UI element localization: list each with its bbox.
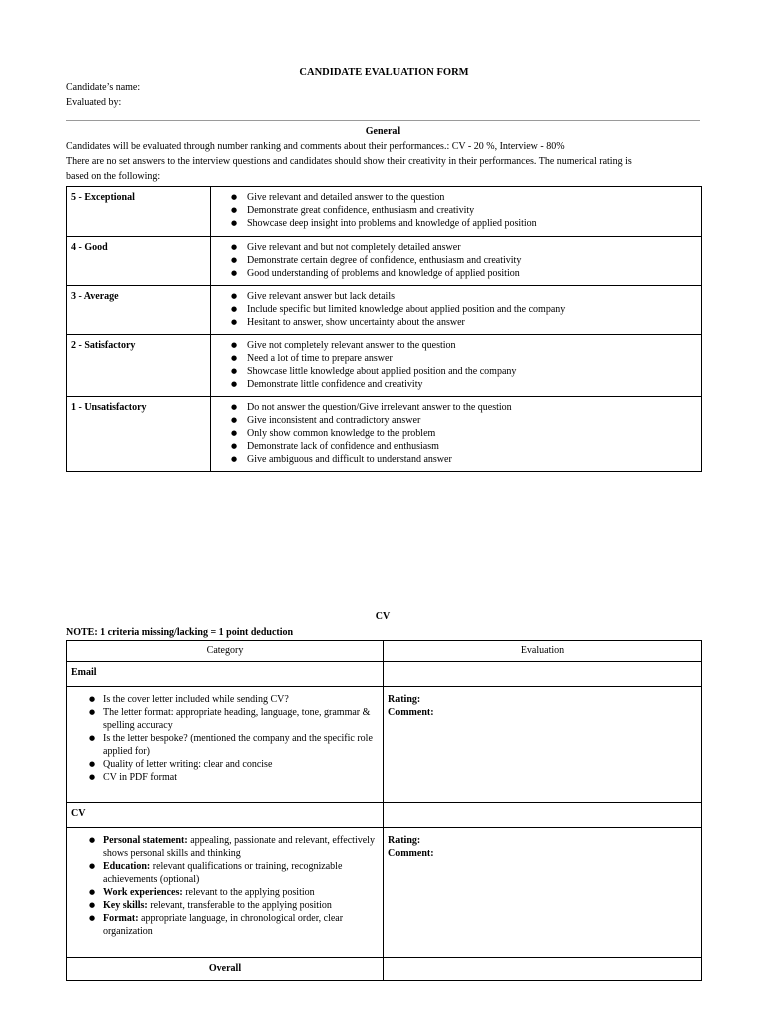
rating-label: 4 - Good	[67, 237, 211, 286]
rating-label: 5 - Exceptional	[67, 187, 211, 237]
rating-row	[67, 286, 702, 335]
list-item: ● Give relevant and but not completely detailed answer	[211, 241, 701, 254]
category-label-cv: CV	[67, 803, 384, 828]
comment-label: Comment:	[388, 707, 434, 718]
list-item: ● Only show common knowledge to the problem	[211, 427, 701, 440]
list-item: ● Demonstrate certain degree of confidence, enthusiasm and creativity	[211, 254, 701, 267]
table-header-row	[67, 641, 702, 662]
list-item	[67, 860, 379, 886]
criteria-row-email	[67, 687, 702, 803]
list-item: ● Demonstrate lack of confidence and enthusiasm	[211, 440, 701, 453]
email-evaluation-cell[interactable]	[384, 687, 702, 803]
criterion-name: Key skills:	[103, 900, 148, 911]
general-heading: General	[365, 126, 401, 137]
evaluated-by-label: Evaluated by:	[66, 97, 122, 108]
list-item: ● Showcase deep insight into problems and knowledge of applied position	[211, 217, 701, 230]
rating-label: Rating:	[388, 694, 421, 705]
list-item	[67, 899, 379, 912]
criterion-name: Education:	[103, 861, 151, 872]
form-title: CANDIDATE EVALUATION FORM	[299, 67, 469, 78]
list-item	[67, 886, 379, 899]
column-header-category: Category	[67, 641, 384, 662]
rating-criteria-list	[211, 191, 701, 230]
category-label-email: Email	[67, 662, 384, 687]
general-line-1: Candidates will be evaluated through number ranking and comments about their performances.: CV - 20 %, Interview - 80%	[66, 141, 565, 152]
list-item: ● Showcase little knowledge about applied position and the company	[211, 365, 701, 378]
rating-row	[67, 187, 702, 237]
rating-label: 2 - Satisfactory	[67, 335, 211, 397]
criterion-text: appropriate language, in chronological order, clear organization	[103, 913, 344, 937]
overall-row	[67, 958, 702, 981]
rating-label: Rating:	[388, 835, 421, 846]
list-item: ● Give relevant answer but lack details	[211, 290, 701, 303]
candidate-name-label: Candidate’s name:	[66, 82, 141, 93]
criterion-name: Format:	[103, 913, 139, 924]
criteria-row-cv	[67, 828, 702, 958]
cv-criteria-list	[67, 834, 379, 938]
list-item: ● Give not completely relevant answer to the question	[211, 339, 701, 352]
list-item: ● CV in PDF format	[67, 771, 379, 784]
rating-label: 3 - Average	[67, 286, 211, 335]
list-item: ● Give relevant and detailed answer to the question	[211, 191, 701, 204]
cv-evaluation-cell[interactable]	[384, 828, 702, 958]
rating-row	[67, 397, 702, 472]
criterion-text: relevant qualifications or training, recognizable achievements (optional)	[103, 861, 343, 885]
list-item: ● Include specific but limited knowledge about applied position and the company	[211, 303, 701, 316]
cv-note: NOTE: 1 criteria missing/lacking = 1 point deduction	[66, 627, 294, 638]
list-item	[67, 912, 379, 938]
cv-evaluation-table	[66, 640, 702, 981]
list-item: ● Quality of letter writing: clear and concise	[67, 758, 379, 771]
list-item: ● Demonstrate great confidence, enthusiasm and creativity	[211, 204, 701, 217]
criterion-text: appealing, passionate and relevant, effectively shows personal skills and thinking	[103, 835, 375, 859]
list-item	[67, 834, 379, 860]
list-item: ● The letter format: appropriate heading, language, tone, grammar & spelling accuracy	[67, 706, 379, 732]
column-header-evaluation: Evaluation	[384, 641, 702, 662]
email-criteria-list	[67, 693, 379, 784]
general-line-3: based on the following:	[66, 171, 161, 182]
rating-scale-table	[66, 186, 702, 472]
overall-evaluation-cell[interactable]	[384, 958, 702, 981]
list-item: ● Do not answer the question/Give irrelevant answer to the question	[211, 401, 701, 414]
criterion-name: Personal statement:	[103, 835, 188, 846]
list-item: ● Is the cover letter included while sending CV?	[67, 693, 379, 706]
divider	[66, 120, 700, 121]
comment-label: Comment:	[388, 848, 434, 859]
rating-criteria-list	[211, 401, 701, 466]
list-item: ● Demonstrate little confidence and creativity	[211, 378, 701, 391]
category-row-cv	[67, 803, 702, 828]
overall-label: Overall	[67, 958, 384, 981]
general-line-2: There are no set answers to the interview questions and candidates should show their creativity in their performances. The numerical rating is	[66, 156, 632, 167]
criterion-name: Work experiences:	[103, 887, 183, 898]
rating-criteria-list	[211, 339, 701, 391]
criterion-text: relevant, transferable to the applying position	[147, 900, 332, 911]
list-item: ● Give inconsistent and contradictory answer	[211, 414, 701, 427]
list-item: ● Hesitant to answer, show uncertainty about the answer	[211, 316, 701, 329]
cv-heading: CV	[375, 611, 391, 622]
rating-criteria-list	[211, 241, 701, 280]
rating-row	[67, 335, 702, 397]
rating-row	[67, 237, 702, 286]
category-row-email	[67, 662, 702, 687]
rating-label: 1 - Unsatisfactory	[67, 397, 211, 472]
list-item: ● Is the letter bespoke? (mentioned the company and the specific role applied for)	[67, 732, 379, 758]
rating-criteria-list	[211, 290, 701, 329]
criterion-text: relevant to the applying position	[182, 887, 315, 898]
list-item: ● Good understanding of problems and knowledge of applied position	[211, 267, 701, 280]
list-item: ● Need a lot of time to prepare answer	[211, 352, 701, 365]
list-item: ● Give ambiguous and difficult to understand answer	[211, 453, 701, 466]
